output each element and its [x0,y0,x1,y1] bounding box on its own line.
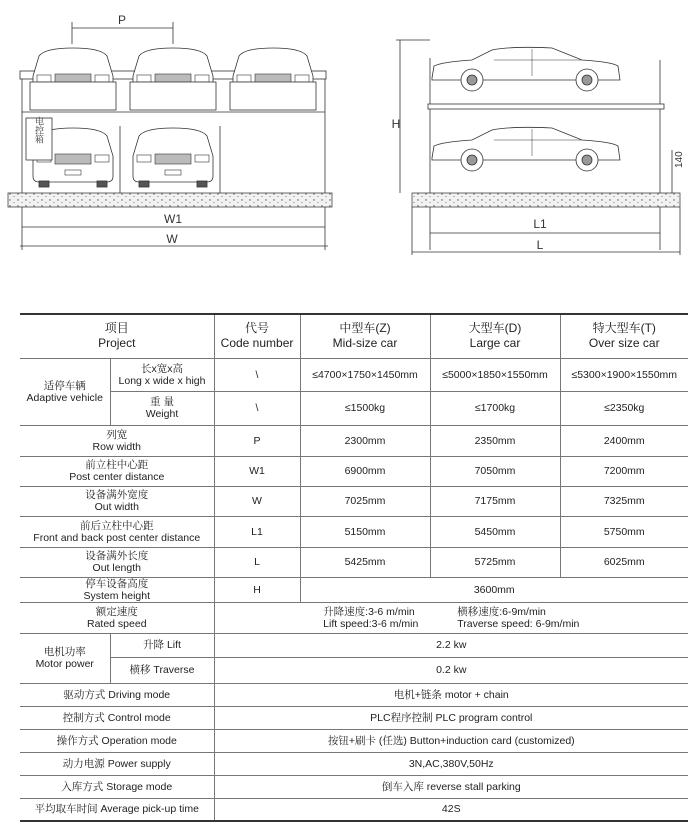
table-header-row [20,314,688,358]
row-label: 操作方式 Operation mode [20,729,214,752]
over-cell: ≤5300×1900×1550mm [560,358,688,391]
table-row [20,486,688,516]
code-cell: L1 [214,516,300,547]
code-cell: W1 [214,456,300,486]
spec-table [20,313,688,822]
table-row [20,425,688,456]
control-box-label: 电控箱 [34,116,44,144]
over-cell: 7325mm [560,486,688,516]
table-row [20,577,688,602]
header-mid: 中型车(Z) Mid-size car [300,314,430,358]
weight-label: 重 量 Weight [110,391,214,425]
dim-out-width-label: W [166,232,178,246]
code-cell: \ [214,358,300,391]
technical-drawing [0,0,700,300]
mid-cell: 7025mm [300,486,430,516]
table-row [20,683,688,706]
table-row [20,706,688,729]
lift-value: 2.2 kw [214,633,688,657]
code-cell: L [214,547,300,577]
row-label: 设备满外宽度 Out width [20,486,214,516]
row-value: 3N,AC,380V,50Hz [214,752,688,775]
dim-post-center-side-label: L1 [533,217,547,231]
rated-speed-value: 升降速度:3-6 m/min Lift speed:3-6 m/min 横移速度:6-9m/min Traverse speed: 6-9m/min [214,602,688,633]
table-row [20,729,688,752]
row-label: 平均取车时间 Average pick-up time [20,798,214,821]
row-label: 入库方式 Storage mode [20,775,214,798]
row-label: 列宽 Row width [20,425,214,456]
mid-cell: ≤4700×1750×1450mm [300,358,430,391]
row-value: PLC程序控制 PLC program control [214,706,688,729]
table-row [20,391,688,425]
large-cell: 5725mm [430,547,560,577]
row-label: 前后立柱中心距 Front and back post center distance [20,516,214,547]
table-row [20,752,688,775]
over-cell: 7200mm [560,456,688,486]
table-row [20,547,688,577]
large-cell: ≤5000×1850×1550mm [430,358,560,391]
code-cell: \ [214,391,300,425]
lift-label: 升降 Lift [110,633,214,657]
over-cell: 5750mm [560,516,688,547]
row-label: 动力电源 Power supply [20,752,214,775]
table-row [20,516,688,547]
dim-row-width-label: P [117,13,127,27]
rated-speed-label: 额定速度 Rated speed [20,602,214,633]
row-label: 驱动方式 Driving mode [20,683,214,706]
table-row [20,775,688,798]
row-label: 设备满外长度 Out length [20,547,214,577]
over-cell: ≤2350kg [560,391,688,425]
motor-power-label: 电机功率 Motor power [20,633,110,683]
over-cell: 6025mm [560,547,688,577]
dim-post-center-label: W1 [164,212,182,226]
row-value: 电机+链条 motor + chain [214,683,688,706]
code-cell: P [214,425,300,456]
dim-clearance-label: 140 [674,151,685,168]
traverse-label: 横移 Traverse [110,657,214,683]
dim-out-length-label: L [536,238,544,252]
row-value: 42S [214,798,688,821]
table-row [20,657,688,683]
adaptive-vehicle-label: 适停车辆 Adaptive vehicle [20,358,110,425]
dim-height-label: H [391,117,401,131]
mid-cell: 2300mm [300,425,430,456]
traverse-value: 0.2 kw [214,657,688,683]
header-over: 特大型车(T) Over size car [560,314,688,358]
system-height-label: 停车设备高度 System height [20,577,214,602]
large-cell: ≤1700kg [430,391,560,425]
row-value: 按钮+刷卡 (任选) Button+induction card (customized) [214,729,688,752]
code-cell: H [214,577,300,602]
table-row [20,358,688,391]
table-row [20,798,688,821]
row-value: 倒车入库 reverse stall parking [214,775,688,798]
system-height-value: 3600mm [300,577,688,602]
row-label: 前立柱中心距 Post center distance [20,456,214,486]
row-label: 控制方式 Control mode [20,706,214,729]
large-cell: 7175mm [430,486,560,516]
table-row [20,602,688,633]
table-row [20,456,688,486]
header-large: 大型车(D) Large car [430,314,560,358]
large-cell: 7050mm [430,456,560,486]
over-cell: 2400mm [560,425,688,456]
mid-cell: 5425mm [300,547,430,577]
header-code: 代号 Code number [214,314,300,358]
header-project: 项目 Project [20,314,214,358]
mid-cell: 6900mm [300,456,430,486]
mid-cell: ≤1500kg [300,391,430,425]
dims-label: 长x宽x高 Long x wide x high [110,358,214,391]
table-row [20,633,688,657]
large-cell: 2350mm [430,425,560,456]
mid-cell: 5150mm [300,516,430,547]
code-cell: W [214,486,300,516]
large-cell: 5450mm [430,516,560,547]
